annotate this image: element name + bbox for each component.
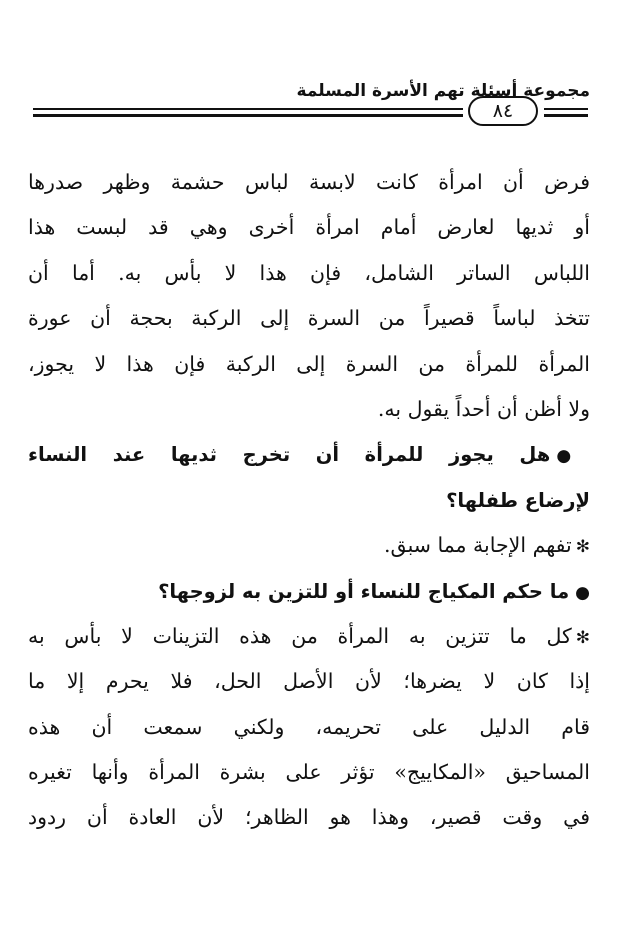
text-line: تتخذ لباساً قصيراً من السرة إلى الركبة بحجة أن عورة bbox=[28, 306, 590, 331]
running-header-title: مجموعة أسئلة تهم الأسرة المسلمة bbox=[296, 81, 590, 101]
text-line: المرأة للمرأة من السرة إلى الركبة فإن هذا لا يجوز، bbox=[28, 351, 590, 376]
asterisk-icon: ✻ bbox=[575, 537, 590, 558]
page-body bbox=[28, 160, 590, 841]
header-rule-right-top bbox=[544, 108, 588, 110]
question-line bbox=[28, 569, 590, 614]
page-number: ٨٤ bbox=[468, 96, 538, 126]
text-line: ولا أظن أن أحداً يقول به. bbox=[377, 396, 590, 421]
text-line: إذا كان لا يضرها؛ لأن الأصل الحل، فلا يحرم إلا ما bbox=[28, 669, 590, 694]
answer-text: تفهم الإجابة مما سبق. bbox=[383, 533, 572, 558]
bullet-icon: ● bbox=[575, 582, 590, 603]
text-line: المساحيق «المكاييج» تؤثر على بشرة المرأة وأنها تغيره bbox=[28, 760, 590, 785]
answer-text: كل ما تتزين به المرأة من هذه التزينات لا بأس به bbox=[28, 623, 572, 648]
question-line: لإرضاع طفلها؟ bbox=[446, 488, 590, 512]
asterisk-icon: ✻ bbox=[575, 627, 590, 648]
text-line: في وقت قصير، وهذا هو الظاهر؛ لأن العادة أن ردود bbox=[28, 805, 590, 830]
text-line: قام الدليل على تحريمه، ولكني سمعت أن هذه bbox=[28, 714, 590, 739]
header-rule-bottom bbox=[33, 114, 463, 117]
bullet-icon: ● bbox=[556, 446, 590, 467]
answer-line bbox=[28, 614, 590, 659]
question-line bbox=[28, 432, 590, 477]
text-line: فرض أن امرأة كانت لابسة لباس حشمة وظهر صدرها bbox=[28, 170, 590, 194]
question-text: هل يجوز للمرأة أن تخرج ثديها عند النساء bbox=[28, 443, 551, 467]
text-line: أو ثديها لعارض أمام امرأة أخرى وهي قد لبست هذا bbox=[28, 215, 590, 240]
answer-line bbox=[28, 523, 590, 568]
text-line: اللباس الساتر الشامل، فإن هذا لا بأس به. أما أن bbox=[28, 260, 590, 285]
header-rule-right-bottom bbox=[544, 114, 588, 117]
header-rule-top bbox=[33, 108, 463, 110]
question-text: ما حكم المكياج للنساء أو للتزين به لزوجها؟ bbox=[158, 579, 570, 603]
